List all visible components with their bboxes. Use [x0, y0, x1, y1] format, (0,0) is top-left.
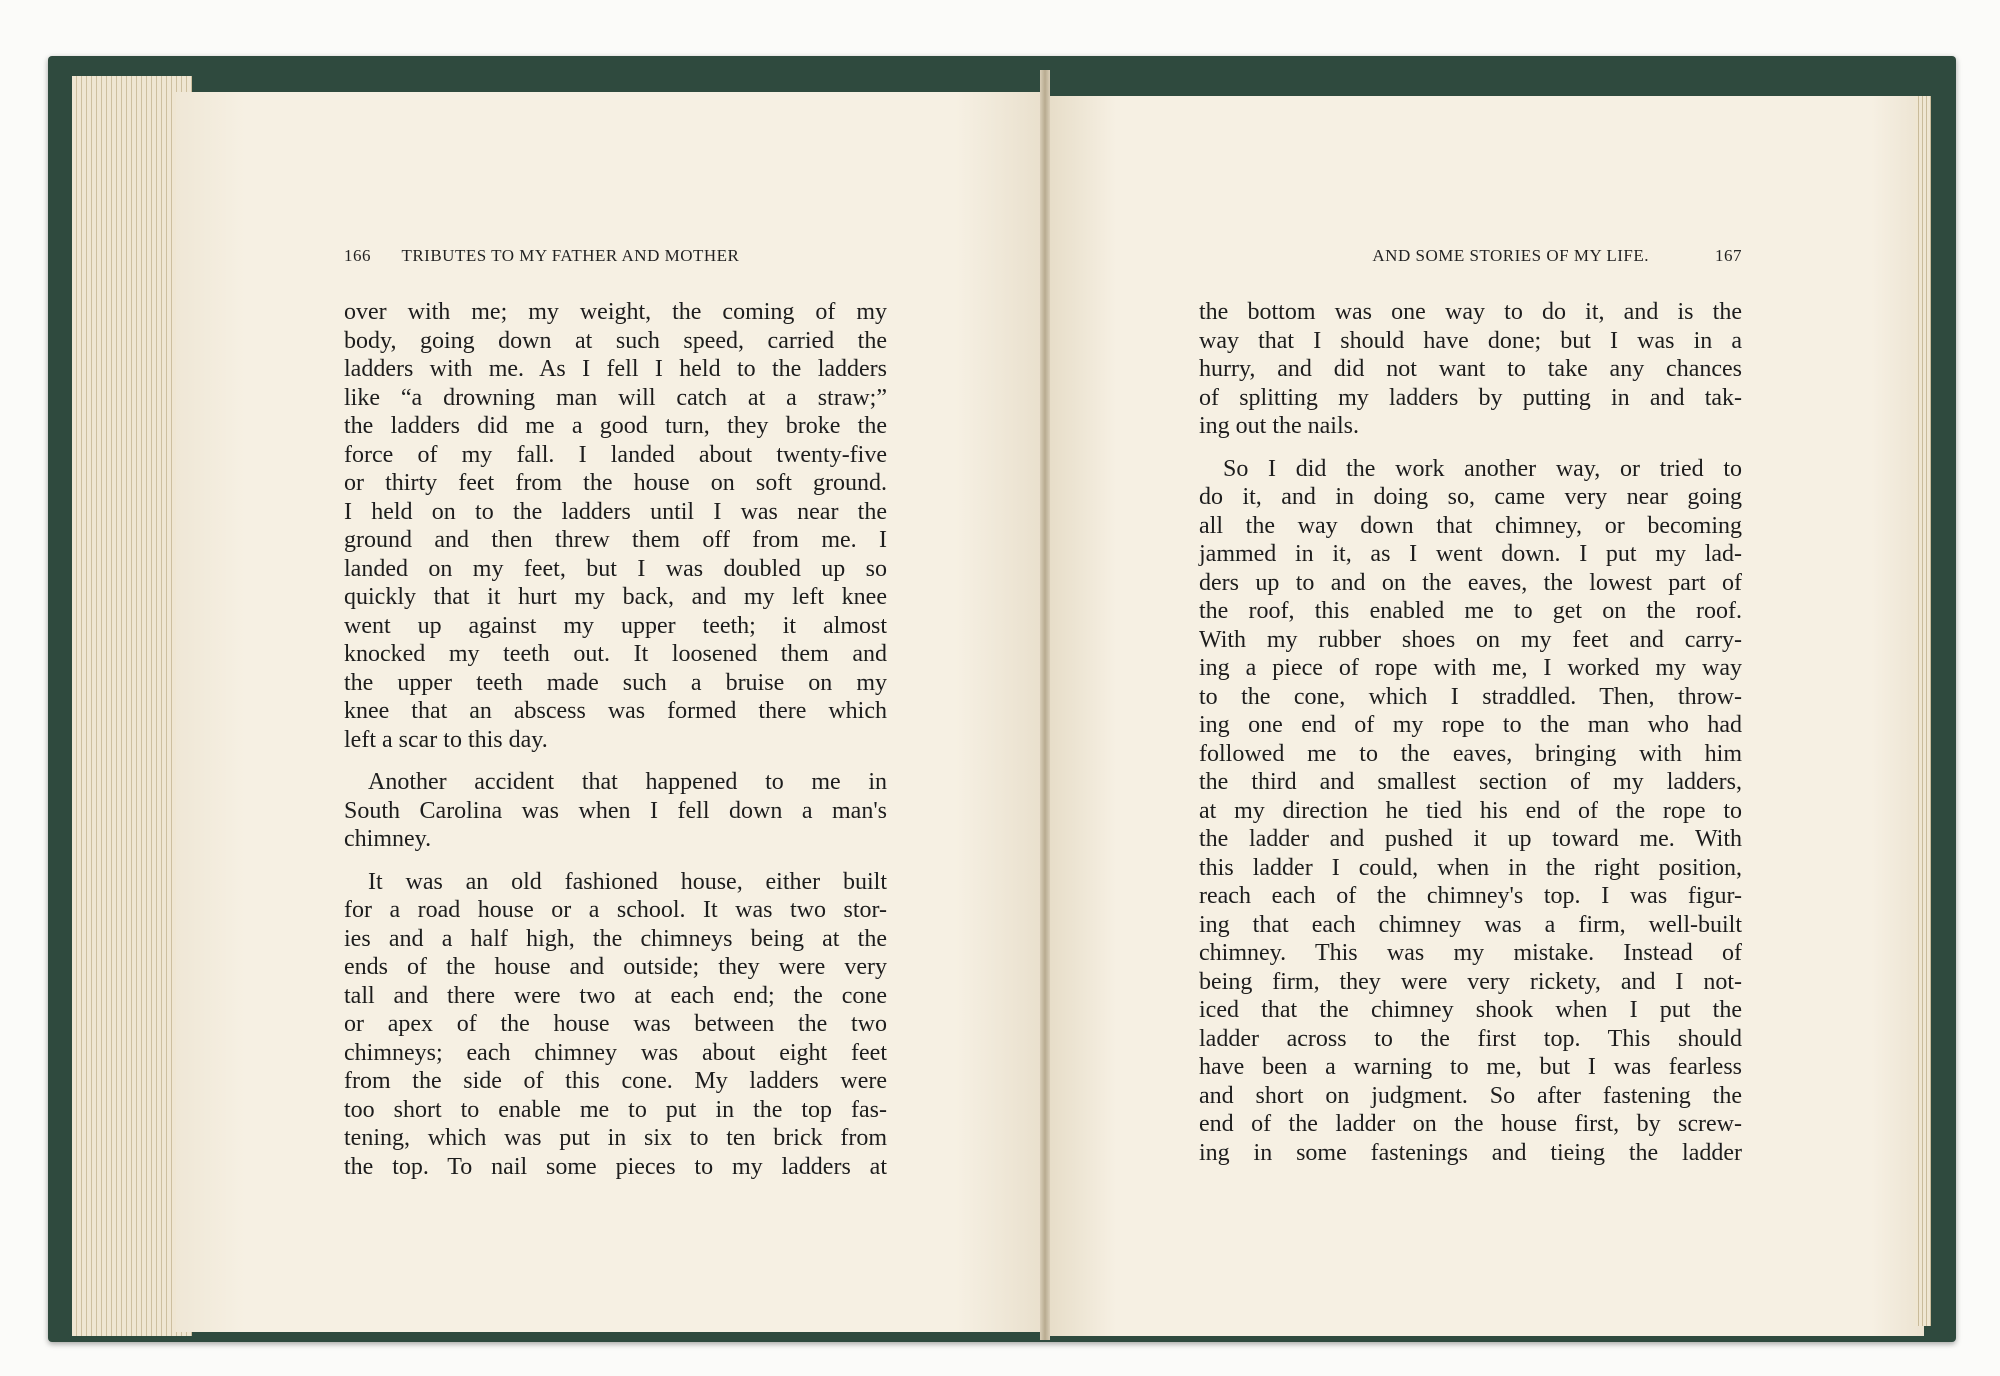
text-line: So I did the work another way, or tried to [1223, 455, 1742, 482]
text-line: do it, and in doing so, came very near going [1199, 484, 1742, 510]
paragraph [344, 868, 887, 1182]
page-number: 166 [344, 246, 371, 265]
text-line: ing that each chimney was a firm, well-built [1199, 911, 1742, 938]
text-line: went up against my upper teeth; it almost [344, 612, 887, 639]
paragraph [344, 298, 887, 754]
paragraph [344, 768, 887, 854]
page-edges-right [1915, 96, 1931, 1326]
text-line: this ladder I could, when in the right position, [1199, 854, 1742, 881]
left-page-body [344, 298, 887, 1195]
text-line: landed on my feet, but I was doubled up so [344, 555, 887, 582]
text-line: way that I should have done; but I was in a [1199, 327, 1742, 354]
text-line: I held on to the ladders until I was near the [344, 498, 887, 525]
text-line: ing in some fastenings and tieing the ladder [1199, 1139, 1742, 1166]
text-line: or apex of the house was between the two [344, 1011, 887, 1037]
book-gutter [1040, 70, 1050, 1340]
text-line: quickly that it hurt my back, and my left knee [344, 584, 887, 610]
text-line: have been a warning to me, but I was fearless [1199, 1054, 1742, 1080]
text-line: of splitting my ladders by putting in and tak- [1199, 384, 1742, 411]
text-line: ders up to and on the eaves, the lowest part of [1199, 569, 1742, 596]
text-line: knee that an abscess was formed there which [344, 698, 887, 724]
text-line: being firm, they were very rickety, and I not- [1199, 968, 1742, 995]
text-line: followed me to the eaves, bringing with him [1199, 740, 1742, 767]
text-line: ing a piece of rope with me, I worked my way [1199, 655, 1742, 681]
text-line: tening, which was put in six to ten brick from [344, 1125, 887, 1151]
text-line: too short to enable me to put in the top fas- [344, 1096, 887, 1123]
text-line: the roof, this enabled me to get on the roof. [1199, 598, 1742, 624]
text-line: at my direction he tied his end of the rope to [1199, 797, 1742, 824]
right-page-body [1199, 298, 1742, 1181]
left-page-header [344, 246, 887, 266]
text-line: South Carolina was when I fell down a man's [344, 797, 887, 824]
text-line: It was an old fashioned house, either built [368, 868, 887, 895]
page-number: 167 [1715, 246, 1742, 265]
text-line: the upper teeth made such a bruise on my [344, 669, 887, 696]
text-line: and short on judgment. So after fastening the [1199, 1082, 1742, 1109]
text-line: to the cone, which I straddled. Then, throw- [1199, 683, 1742, 710]
running-head: AND SOME STORIES OF MY LIFE. [1372, 246, 1649, 265]
text-line: ladder across to the first top. This should [1199, 1025, 1742, 1052]
text-line: for a road house or a school. It was two stor- [344, 897, 887, 923]
text-line: left a scar to this day. [344, 726, 548, 753]
text-line: the ladder and pushed it up toward me. With [1199, 826, 1742, 852]
text-line: from the side of this cone. My ladders were [344, 1068, 887, 1094]
text-line: the ladders did me a good turn, they broke the [344, 413, 887, 439]
text-line: the third and smallest section of my ladders, [1199, 769, 1742, 795]
text-line: ends of the house and outside; they were very [344, 954, 887, 980]
text-line: end of the ladder on the house first, by screw- [1199, 1111, 1742, 1137]
text-line: all the way down that chimney, or becoming [1199, 512, 1742, 539]
text-line: over with me; my weight, the coming of my [344, 299, 887, 325]
text-line: chimney. This was my mistake. Instead of [1199, 940, 1742, 966]
paragraph [1199, 455, 1742, 1168]
text-line: body, going down at such speed, carried the [344, 327, 887, 354]
text-line: With my rubber shoes on my feet and carry- [1199, 626, 1742, 653]
text-line: chimneys; each chimney was about eight feet [344, 1039, 887, 1066]
text-line: like “a drowning man will catch at a straw;” [344, 384, 887, 411]
text-line: the top. To nail some pieces to my ladders at [344, 1153, 887, 1180]
text-line: ing out the nails. [1199, 413, 1359, 439]
text-line: jammed in it, as I went down. I put my lad- [1199, 541, 1742, 567]
text-line: chimney. [344, 826, 432, 852]
text-line: the bottom was one way to do it, and is the [1199, 299, 1742, 325]
text-line: force of my fall. I landed about twenty-five [344, 441, 887, 468]
page-edges-left [72, 76, 192, 1336]
text-line: reach each of the chimney's top. I was figur- [1199, 883, 1742, 909]
text-line: ing one end of my rope to the man who had [1199, 712, 1742, 738]
text-line: knocked my teeth out. It loosened them and [344, 641, 887, 667]
paragraph [1199, 298, 1742, 441]
text-line: or thirty feet from the house on soft ground. [344, 470, 887, 496]
running-head: TRIBUTES TO MY FATHER AND MOTHER [401, 246, 740, 265]
text-line: ladders with me. As I fell I held to the ladders [344, 356, 887, 382]
text-line: tall and there were two at each end; the cone [344, 982, 887, 1009]
right-page-header [1199, 246, 1742, 266]
text-line: Another accident that happened to me in [368, 769, 887, 795]
text-line: ies and a half high, the chimneys being at the [344, 925, 887, 952]
text-line: iced that the chimney shook when I put the [1199, 997, 1742, 1023]
text-line: ground and then threw them off from me. I [344, 527, 887, 553]
text-line: hurry, and did not want to take any chances [1199, 356, 1742, 382]
